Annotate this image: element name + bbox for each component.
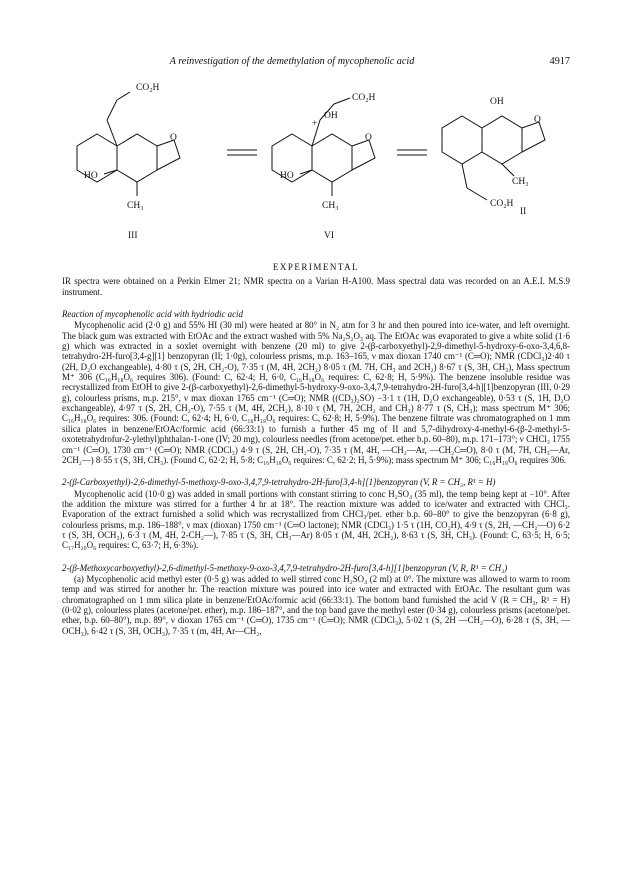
article-body (62, 262, 570, 636)
co2h-label-ii: CO₂H (490, 199, 514, 209)
ch3-label-vi: CH₃ (322, 201, 339, 211)
chemical-structures-figure (62, 78, 562, 248)
oh-label-vi: OH (324, 111, 338, 121)
compound-label-vi: VI (324, 231, 335, 241)
ring-oxygen-vi: O (365, 133, 372, 143)
experimental-heading: EXPERIMENTAL (272, 262, 360, 272)
section-title-methoxycarboxyethyl: 2-(β-Methoxycarboxyethyl)-2,6-dimethyl-5-methoxy-9-oxo-3,4,7,9-tetrahydro-2H-furo[3,4-h][1]benzopyran (V, R, R¹ = CH₃) (62, 562, 508, 573)
ring-oxygen-ii: O (534, 115, 541, 125)
paragraph-hi-reaction: Mycophenolic acid (2·0 g) and 55% HI (30 ml) were heated at 80° in N₂ atm for 3 hr and then poured into ice-water, and left overnight. The black gum was extracted with EtOAc and the extract washed with 5% Na₂S₂O₃ aq. The EtOAc was evaporated to give a white solid (1·6 g) which was extracted in a soxlet overnight with benzene (20 ml) to give 2-(β-carboxyethyl)-2,9-dimethyl-5-hydroxy-6-oxo-3,4,6,8-tetrahydro-2H-furo[3,4-g][1] benzopyran (II; 1·0g), colourless prisms, m.p. 163–165, ν max dioxan 1740 cm⁻¹ (C═O); NMR (CDCl₃)2·40 τ (2H, D₂O exchangeable), 4·80 τ (S, 2H, CH₂-O), 7·35 τ (M, 4H, 2CH₂) 8·05 τ (M. 7H, CH₃ and 2CH₂) 8·67 τ (S, 3H, CH₃), Mass spectrum M⁺ 306 (C₁₆H₁₈O₆ requires 306). (Found: C, 62·4; H, 6·0, C₁₆H₁₈O₆ requires: C, 62·8; H, 5·9%). The benzene insoluble residue was recrystallized from EtOH to give 2-(β-carboxyethyl)-2,6-dimethyl-5-hydroxy-9-oxo-3,4,7,9-tetrahydro-2H-furo[3,4-h][1]benzopyran (III, 0·29 g), colourless prisms, m.p. 215°, ν max dioxan 1765 cm⁻¹ (C═O); NMR ((CD₃)₂SO) −3·1 τ (1H, D₂O exchangeable), 0·53 τ (S, 1H, D₂O exchangeable), 4·97 τ (S, 2H, CH₂-O), 7·55 τ (M, 4H, 2CH₂), 8·10 τ (M, 7H, 2CH₂ and CH₃) 8·77 τ (S, CH₃); mass spectrum M⁺ 306; C₁₆H₁₈O₆ requires: 306. (Found: C, 62·4; H, 6·0, C₁₆H₁₈O₆ requires: C, 62·8; H, 5·9%). The benzene filtrate was chromatographed on 1 mm silica plates in benzene/EtOAc/formic acid (66:33:1) to furnish a further 45 mg of II and 5,7-dihydroxy-4-methyl-6-(β-2-methyl-5-oxotetrahydrofur-2-ylethyl)phthalan-1-one (IV; 20 mg), colourless needles (from acetone/pet. ether b.p. 60–80), m.p. 171–173°; ν CHCl₃ 1755 cm⁻¹ (C═O), 1730 cm⁻¹ (C═O); NMR (CDCl₃) 4·9 τ (S, 2H, CH₂-O), 7·35 τ (M, 4H, —CH₂—Ar, —CH₂C═O), 8·0 τ (M, 7H, CH₃—Ar, 2CH₂—) 8·55 τ (S, 3H, CH₃). (Found C, 62·2; H, 5·8; C₁₆H₁₈O₆ requires: C, 62·2; H, 5·9%); mass spectrum M⁺ 306; C₁₆H₁₈O₆ requires 306. (62, 320, 570, 465)
co2h-label-vi: CO₂H (352, 93, 376, 103)
page-number: 4917 (549, 56, 570, 67)
paragraph-carboxyethyl: Mycophenolic acid (10·0 g) was added in small portions with constant stirring to conc H₂SO₄ (35 ml), the temp being kept at −10°. After the addition the mixture was stirred for a further 4 hr at 18°. The reaction mixture was added to ice/water and extracted with CHCl₃. Evaporation of the extract furnished a solid which was recrystallized from CHCl₃/pet. ether b.p. 60–80° to give the benzopyran (6·8 g), colourless prisms, m.p. 186–188°, ν max (dioxan) 1750 cm⁻¹ (C═O lactone); NMR (CDCl₃) 1·5 τ (1H, CO₂H), 4·9 τ (S, 2H, —CH₂—O) 6·2 τ (S, 3H, OCH₃), 6·3 τ (M, 4H, 2-CH₂—), 7·85 τ (S, 3H, CH₃—Ar) 8·05 τ (M, 4H, 2CH₂), 8·63 τ (S, 3H, CH₃). (Found: C, 63·5; H, 6·5; C₁₇H₂₀O₆ requires: C, 63·7; H, 6·3%). (62, 488, 570, 551)
oh-label-ii: OH (490, 97, 504, 107)
compound-label-iii: III (128, 231, 138, 241)
compound-label-ii: II (520, 207, 527, 217)
paragraph-methoxycarboxyethyl: (a) Mycophenolic acid methyl ester (0·5 g) was added to well stirred conc H₂SO₄ (2 ml) at 0°. The mixture was allowed to warm to room temp and was stirred for another hr. The reaction mixture was poured into ice water and extracted with EtOAc. The resultant gum was chromatographed on 1 mm silica plate in benzene/EtOAc/formic acid (66:33:1). The bottom band furnished the acid V (R = CH₃, R¹ = H) (0·02 g), colourless plates (acetone/pet. ether), m.p. 186–187°, and the top band gave the methyl ester (0·34 g), colourless prisms (acetone/pet. ether, b.p. 60–80°), m.p. 89°, ν dioxan 1765 cm⁻¹ (C═O), 1735 cm⁻¹ (C═O); NMR (CDCl₃), 5·02 τ (S, 2H —CH₂—O), 6·28 τ (S, 3H, —OCH₃), 6·42 τ (S, 3H, OCH₃), 7·35 τ (m, 4H, Ar—CH₂, (62, 573, 570, 636)
structures-svg (62, 78, 562, 248)
ch3-label-iii: CH₃ (127, 201, 144, 211)
structure-ii (442, 116, 545, 200)
ch3-label-ii: CH₃ (512, 177, 529, 187)
experimental-intro: IR spectra were obtained on a Perkin Elmer 21; NMR spectra on a Varian H-A100. Mass spectral data was recorded on an A.E.I. M.S.9 instrument. (62, 276, 570, 297)
ho-label-iii: HO (84, 171, 98, 181)
section-title-hi-reaction: Reaction of mycophenolic acid with hydriodic acid (62, 309, 243, 320)
section-title-carboxyethyl: 2-(β-Carboxyethyl)-2,6-dimethyl-5-methoxy-9-oxo-3,4,7,9-tetrahydro-2H-furo[3,4-h][1]benzopyran (V, R = CH₃, R¹ = H) (62, 477, 496, 488)
ho-label-vi: HO (280, 171, 294, 181)
co2h-label-iii: CO₂H (136, 83, 160, 93)
ring-oxygen-iii: O (170, 133, 177, 143)
plus-charge-vi: + (312, 119, 318, 129)
running-title: A reinvestigation of the demethylation of mycophenolic acid (169, 56, 415, 67)
